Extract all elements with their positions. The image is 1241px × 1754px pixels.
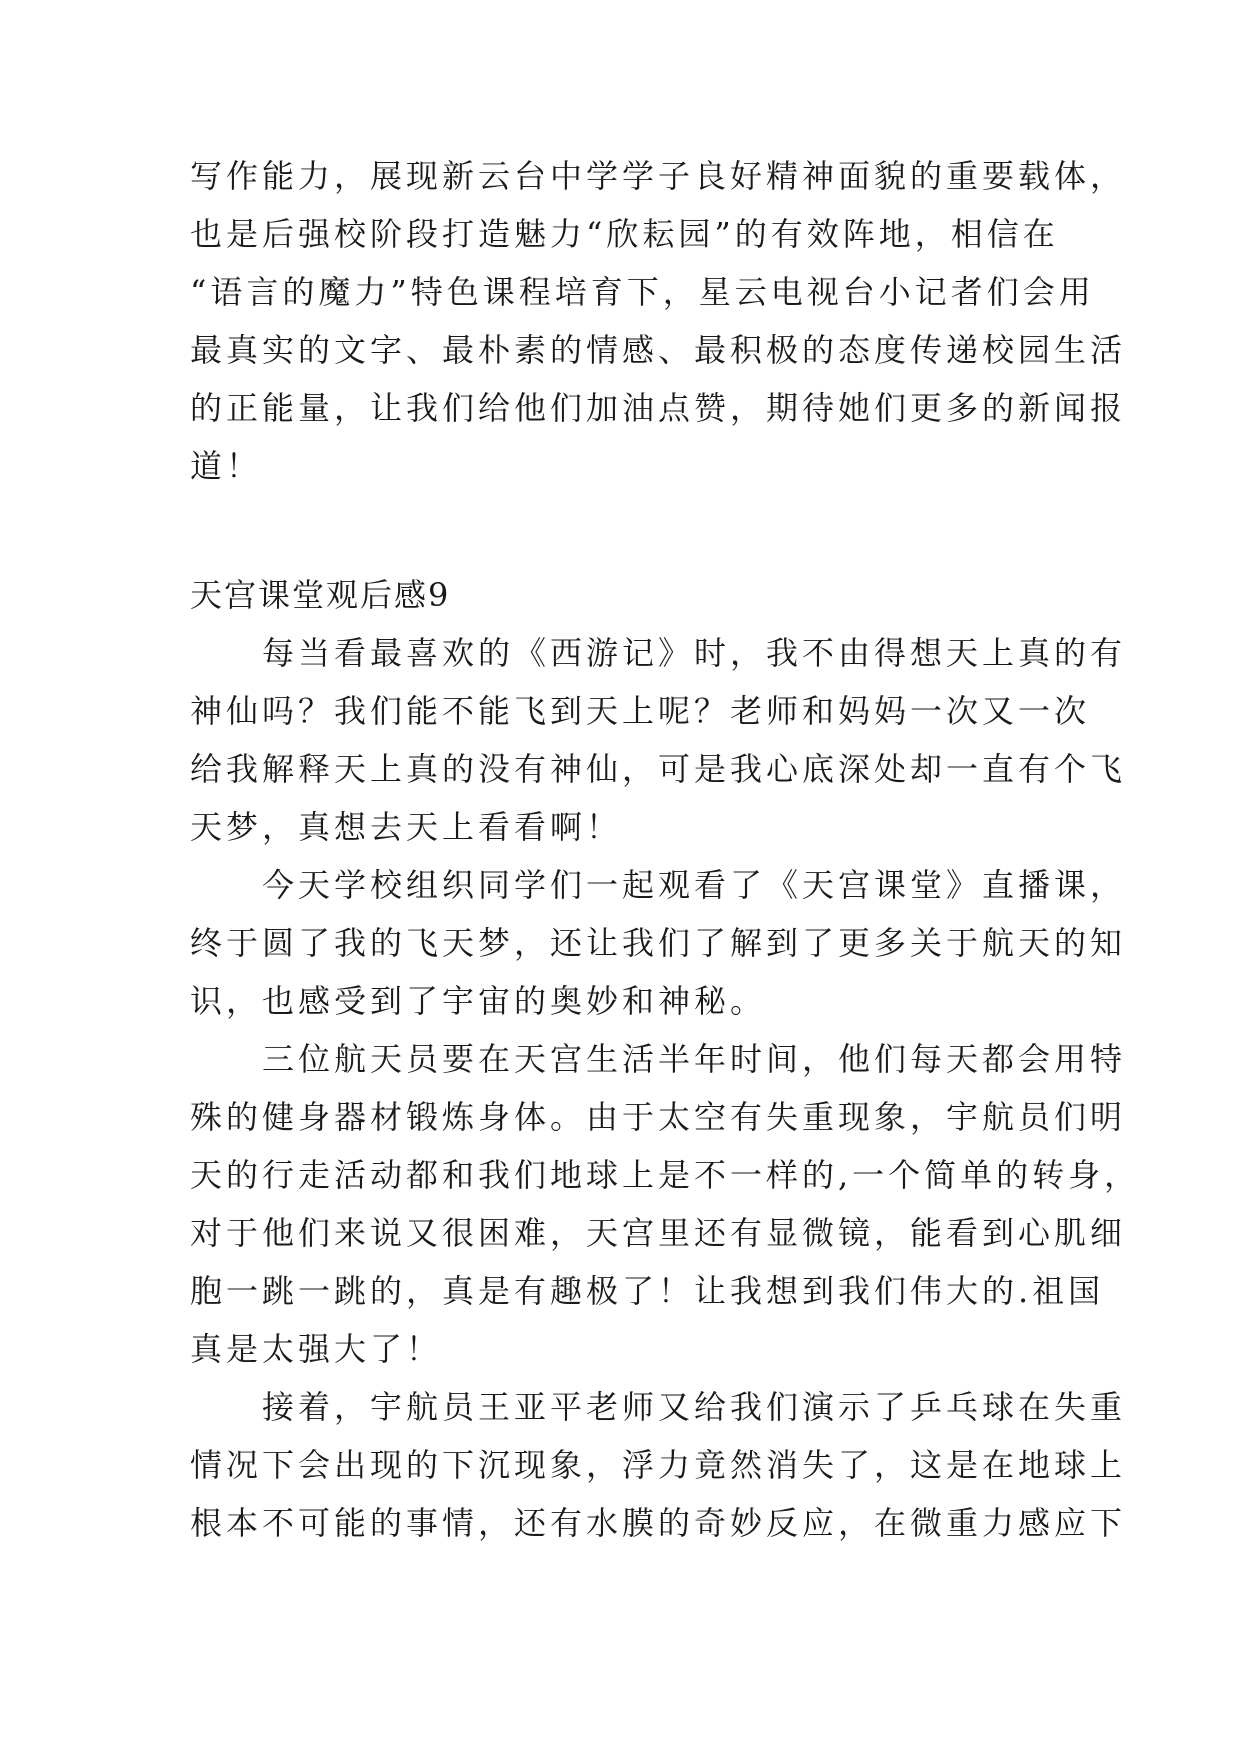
article-section — [190, 566, 1141, 1552]
text-line: 也是后强校阶段打造魅力“欣耘园”的有效阵地，相信在 — [190, 215, 1059, 253]
paragraph-4 — [190, 1378, 1127, 1552]
text-line: 每当看最喜欢的《西游记》时，我不由得想天上真的有 — [262, 634, 1127, 672]
text-line: 神仙吗？我们能不能飞到天上呢？老师和妈妈一次又一次 — [190, 692, 1091, 730]
text-line: 写作能力，展现新云台中学学子良好精神面貌的重要载体， — [190, 157, 1127, 195]
text-line: 最真实的文字、最朴素的情感、最积极的态度传递校园生活 — [190, 331, 1127, 369]
text-line: 三位航天员要在天宫生活半年时间，他们每天都会用特 — [262, 1040, 1127, 1078]
text-line: 胞一跳一跳的，真是有趣极了！让我想到我们伟大的.祖国 — [190, 1272, 1105, 1310]
paragraph-2 — [190, 856, 1127, 1030]
text-line: 根本不可能的事情，还有水膜的奇妙反应，在微重力感应下 — [190, 1504, 1127, 1542]
text-line: 殊的健身器材锻炼身体。由于太空有失重现象，宇航员们明 — [190, 1098, 1127, 1136]
text-line: 天梦，真想去天上看看啊！ — [190, 808, 623, 846]
text-line: 终于圆了我的飞天梦，还让我们了解到了更多关于航天的知 — [190, 924, 1127, 962]
text-line: 识，也感受到了宇宙的奥妙和神秘。 — [190, 982, 767, 1020]
paragraph-1 — [190, 624, 1127, 856]
text-line: 真是太强大了！ — [190, 1330, 443, 1368]
text-line: “语言的魔力”特色课程培育下，星云电视台小记者们会用 — [190, 273, 1095, 311]
text-line: 接着，宇航员王亚平老师又给我们演示了乒乓球在失重 — [262, 1388, 1127, 1426]
text-line: 对于他们来说又很困难，天宫里还有显微镜，能看到心肌细 — [190, 1214, 1127, 1252]
paragraph-3 — [190, 1030, 1141, 1378]
text-line: 给我解释天上真的没有神仙，可是我心底深处却一直有个飞 — [190, 750, 1127, 788]
text-line: 的正能量，让我们给他们加油点赞，期待她们更多的新闻报 — [190, 389, 1127, 427]
text-line: 天的行走活动都和我们地球上是不一样的,一个简单的转身， — [190, 1156, 1141, 1194]
continuation-paragraph — [190, 147, 1127, 495]
text-line: 情况下会出现的下沉现象，浮力竟然消失了，这是在地球上 — [190, 1446, 1127, 1484]
text-line: 今天学校组织同学们一起观看了《天宫课堂》直播课， — [262, 866, 1127, 904]
text-line: 道！ — [190, 447, 263, 485]
section-title: 天宫课堂观后感9 — [190, 576, 451, 614]
